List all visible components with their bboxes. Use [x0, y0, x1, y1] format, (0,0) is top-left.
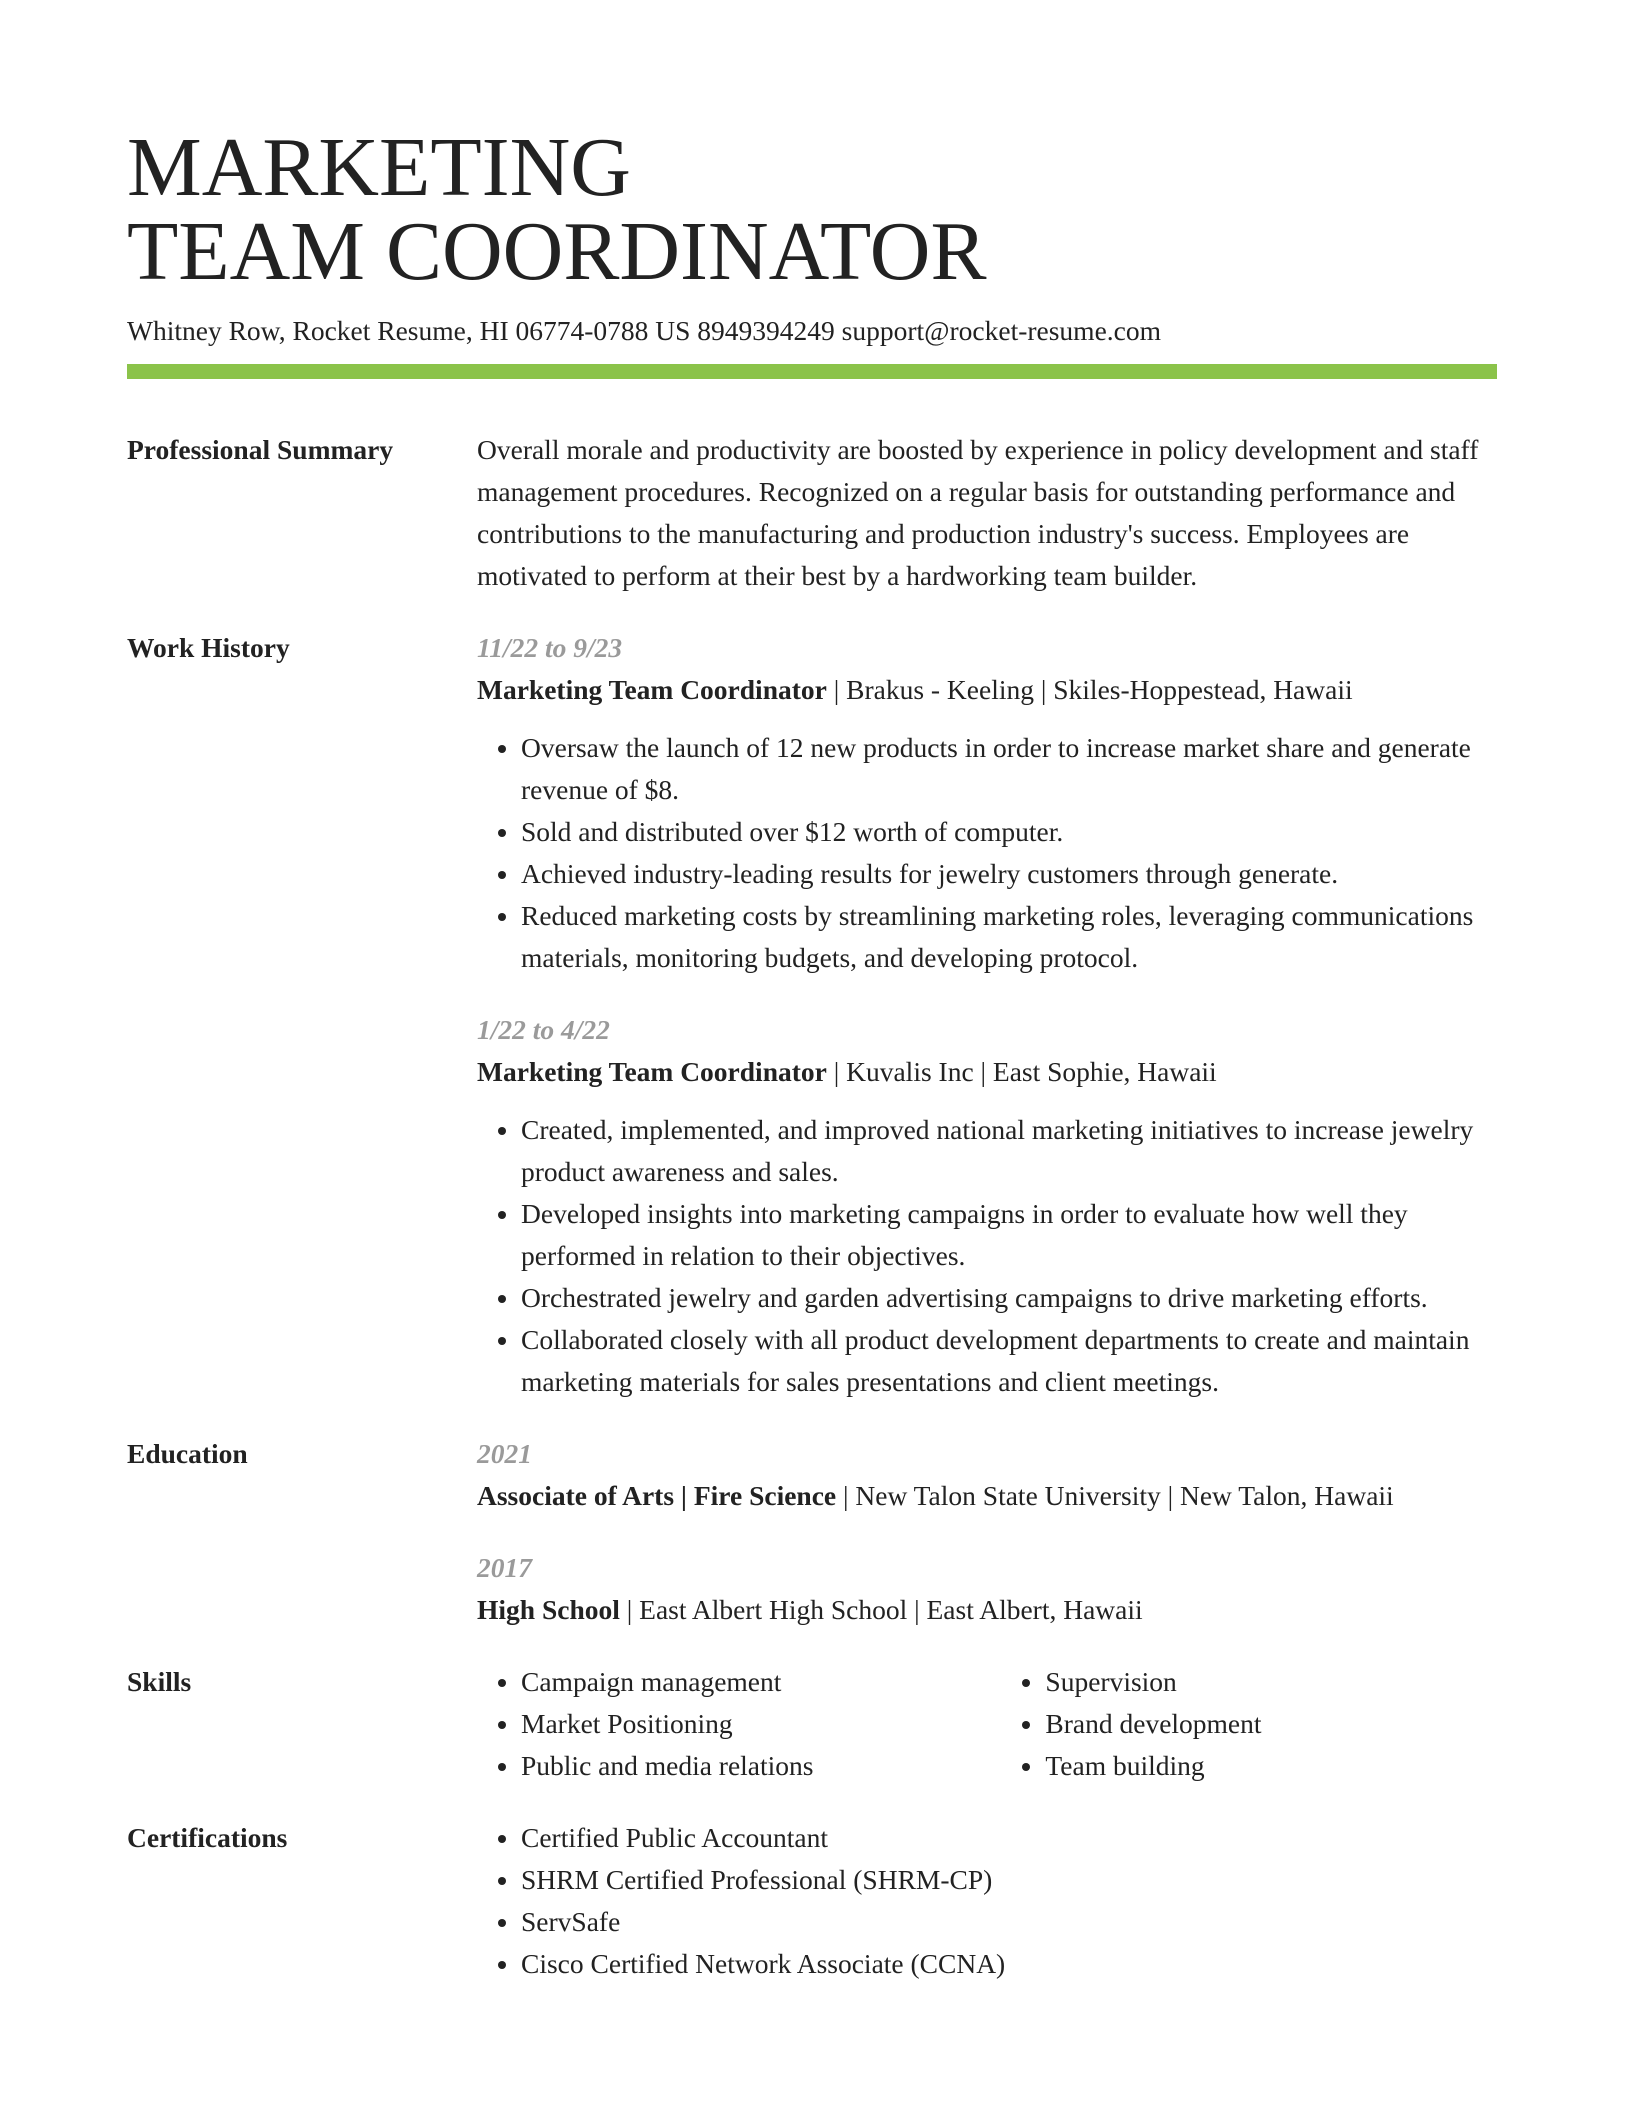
title-line-2: TEAM COORDINATOR — [127, 205, 987, 298]
list-item: • SHRM Certified Professional (SHRM-CP) — [521, 1859, 1497, 1901]
education-entry — [477, 1547, 1497, 1631]
summary-label: Professional Summary — [127, 434, 394, 465]
education-degree: Associate of Arts | Fire Science — [477, 1480, 837, 1511]
skills-label: Skills — [127, 1666, 192, 1697]
job-title: Marketing Team Coordinator — [477, 674, 827, 705]
skills-column-1 — [477, 1661, 1001, 1787]
certifications-list — [477, 1817, 1497, 1985]
title-line-1: MARKETING — [127, 121, 631, 214]
work-history-label: Work History — [127, 632, 290, 663]
list-item: • Public and media relations — [521, 1745, 1001, 1787]
job-title: Marketing Team Coordinator — [477, 1056, 827, 1087]
list-item: • Orchestrated jewelry and garden advertising campaigns to drive marketing efforts. — [521, 1277, 1497, 1319]
list-item: • Supervision — [1045, 1661, 1497, 1703]
accent-divider — [127, 364, 1497, 379]
list-item: • Developed insights into marketing campaigns in order to evaluate how well they performed in relation to their objectives. — [521, 1193, 1497, 1277]
job-date: 1/22 to 4/22 — [477, 1014, 610, 1045]
list-item: • Achieved industry-leading results for jewelry customers through generate. — [521, 853, 1497, 895]
education-degree: High School — [477, 1594, 620, 1625]
list-item: • Collaborated closely with all product development departments to create and maintain marketing materials for sales presentations and client meetings. — [521, 1319, 1497, 1403]
summary-section — [127, 429, 1497, 597]
skills-column-2 — [1001, 1661, 1497, 1787]
list-item: • ServSafe — [521, 1901, 1497, 1943]
list-item: • Certified Public Accountant — [521, 1817, 1497, 1859]
resume-title — [127, 121, 1497, 298]
job-entry — [477, 1009, 1497, 1403]
job-details: | Kuvalis Inc | East Sophie, Hawaii — [826, 1056, 1217, 1087]
certifications-label: Certifications — [127, 1822, 288, 1853]
education-details: | New Talon State University | New Talon, Hawaii — [836, 1480, 1394, 1511]
work-history-section — [127, 627, 1497, 1403]
education-entry — [477, 1433, 1497, 1517]
list-item: • Sold and distributed over $12 worth of computer. — [521, 811, 1497, 853]
education-date: 2021 — [477, 1438, 532, 1469]
education-date: 2017 — [477, 1552, 532, 1583]
education-label: Education — [127, 1438, 248, 1469]
list-item: • Cisco Certified Network Associate (CCNA) — [521, 1943, 1497, 1985]
job-details: | Brakus - Keeling | Skiles-Hoppestead, Hawaii — [826, 674, 1353, 705]
list-item: • Campaign management — [521, 1661, 1001, 1703]
certifications-section — [127, 1817, 1497, 1985]
job-bullets — [477, 1109, 1497, 1403]
list-item: • Team building — [1045, 1745, 1497, 1787]
education-section — [127, 1433, 1497, 1631]
job-entry — [477, 627, 1497, 979]
list-item: • Reduced marketing costs by streamlining marketing roles, leveraging communications materials, monitoring budgets, and developing protocol. — [521, 895, 1497, 979]
list-item: • Market Positioning — [521, 1703, 1001, 1745]
education-details: | East Albert High School | East Albert, Hawaii — [619, 1594, 1143, 1625]
list-item: • Brand development — [1045, 1703, 1497, 1745]
job-date: 11/22 to 9/23 — [477, 632, 623, 663]
job-bullets — [477, 727, 1497, 979]
contact-line: Whitney Row, Rocket Resume, HI 06774-0788 US 8949394249 support@rocket-resume.com — [127, 315, 1162, 346]
list-item: • Oversaw the launch of 12 new products in order to increase market share and generate revenue of $8. — [521, 727, 1497, 811]
skills-section — [127, 1661, 1497, 1787]
job-title-line — [477, 1051, 1497, 1093]
skills-grid — [477, 1661, 1497, 1787]
job-title-line — [477, 669, 1497, 711]
resume-page — [127, 0, 1497, 1985]
education-line — [477, 1475, 1497, 1517]
education-line — [477, 1589, 1497, 1631]
list-item: • Created, implemented, and improved national marketing initiatives to increase jewelry product awareness and sales. — [521, 1109, 1497, 1193]
summary-text: Overall morale and productivity are boosted by experience in policy development and staff management procedures. Recognized on a regular basis for outstanding performance and contributions to the manufacturing and production industry's success. Employees are motivated to perform at their best by a hardworking team builder. — [477, 434, 1479, 591]
